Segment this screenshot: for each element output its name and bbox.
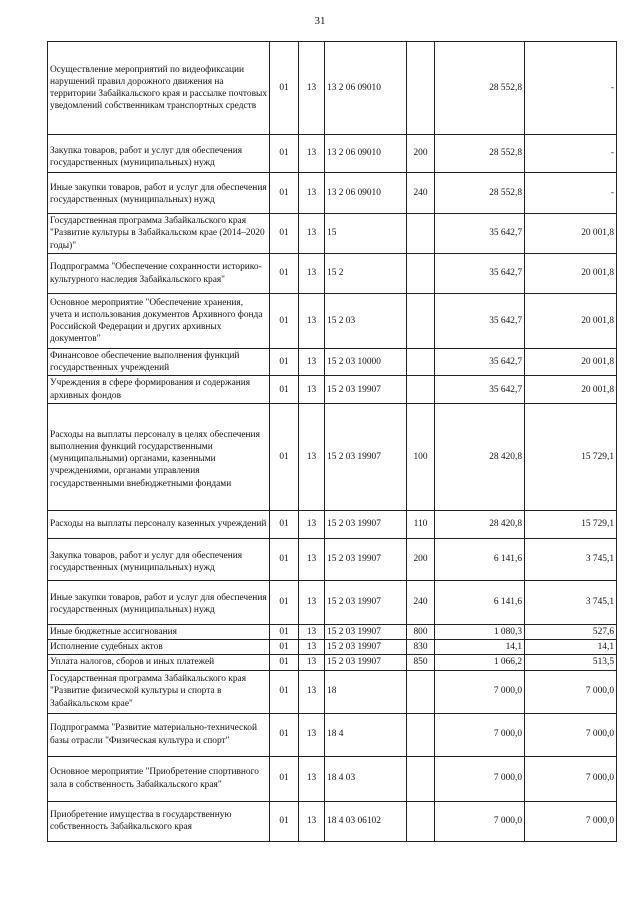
row-target-article: 15 2 03 19907 bbox=[325, 640, 407, 655]
row-sum-plan: 35 642,7 bbox=[435, 349, 525, 376]
table-row bbox=[48, 713, 617, 756]
row-expense-type bbox=[407, 214, 435, 254]
row-expense-type: 200 bbox=[407, 538, 435, 580]
row-section: 13 bbox=[299, 624, 325, 639]
page-number: 31 bbox=[314, 15, 326, 27]
row-sum-plan: 28 552,8 bbox=[435, 42, 525, 135]
row-sum-executed: 527,6 bbox=[525, 624, 617, 639]
row-name: Закупка товаров, работ и услуг для обеспечения государственных (муниципальных) нужд bbox=[48, 135, 270, 173]
row-gr: 01 bbox=[270, 135, 299, 173]
table-row bbox=[48, 214, 617, 254]
row-sum-plan: 28 420,8 bbox=[435, 510, 525, 538]
row-name: Подпрограмма "Развитие материально-технической базы отрасли "Физическая культура и спорт" bbox=[48, 713, 270, 756]
table-row bbox=[48, 254, 617, 294]
table-row bbox=[48, 349, 617, 376]
row-sum-plan: 28 552,8 bbox=[435, 135, 525, 173]
row-sum-plan: 35 642,7 bbox=[435, 294, 525, 349]
table-row bbox=[48, 173, 617, 214]
table-row bbox=[48, 640, 617, 655]
row-name: Расходы на выплаты персоналу в целях обеспечения выполнения функций государственными (муниципальными) органами, казенными учреждениями, органами управления государственными внебюджетными фондами bbox=[48, 403, 270, 510]
table-row bbox=[48, 670, 617, 713]
table-row bbox=[48, 294, 617, 349]
table-row bbox=[48, 538, 617, 580]
row-section: 13 bbox=[299, 173, 325, 214]
row-gr: 01 bbox=[270, 655, 299, 670]
table-row bbox=[48, 42, 617, 135]
row-target-article: 15 bbox=[325, 214, 407, 254]
row-target-article: 18 bbox=[325, 670, 407, 713]
row-name: Расходы на выплаты персоналу казенных учреждений bbox=[48, 510, 270, 538]
row-section: 13 bbox=[299, 670, 325, 713]
row-expense-type bbox=[407, 349, 435, 376]
table-row bbox=[48, 756, 617, 801]
row-target-article: 15 2 03 19907 bbox=[325, 580, 407, 624]
row-gr: 01 bbox=[270, 510, 299, 538]
row-sum-executed: 20 001,8 bbox=[525, 349, 617, 376]
row-sum-plan: 7 000,0 bbox=[435, 713, 525, 756]
row-name: Государственная программа Забайкальского края "Развитие культуры в Забайкальском крае (2014–2020 годы)" bbox=[48, 214, 270, 254]
row-sum-executed: 15 729,1 bbox=[525, 403, 617, 510]
row-section: 13 bbox=[299, 214, 325, 254]
row-sum-plan: 35 642,7 bbox=[435, 214, 525, 254]
row-gr: 01 bbox=[270, 349, 299, 376]
row-expense-type bbox=[407, 294, 435, 349]
table-row bbox=[48, 403, 617, 510]
row-target-article: 15 2 03 19907 bbox=[325, 403, 407, 510]
table-row bbox=[48, 135, 617, 173]
row-section: 13 bbox=[299, 538, 325, 580]
row-name: Основное мероприятие "Приобретение спортивного зала в собственность Забайкальского края" bbox=[48, 756, 270, 801]
row-expense-type bbox=[407, 376, 435, 403]
row-gr: 01 bbox=[270, 756, 299, 801]
row-section: 13 bbox=[299, 713, 325, 756]
row-target-article: 18 4 bbox=[325, 713, 407, 756]
row-name: Государственная программа Забайкальского края "Развитие физической культуры и спорта в Забайкальском крае" bbox=[48, 670, 270, 713]
row-section: 13 bbox=[299, 640, 325, 655]
row-sum-executed: - bbox=[525, 42, 617, 135]
row-gr: 01 bbox=[270, 801, 299, 841]
row-sum-plan: 28 420,8 bbox=[435, 403, 525, 510]
row-gr: 01 bbox=[270, 624, 299, 639]
row-target-article: 13 2 06 09010 bbox=[325, 173, 407, 214]
row-gr: 01 bbox=[270, 214, 299, 254]
row-section: 13 bbox=[299, 135, 325, 173]
row-expense-type: 240 bbox=[407, 580, 435, 624]
row-gr: 01 bbox=[270, 173, 299, 214]
row-name: Исполнение судебных актов bbox=[48, 640, 270, 655]
table-row bbox=[48, 580, 617, 624]
row-gr: 01 bbox=[270, 670, 299, 713]
row-expense-type bbox=[407, 254, 435, 294]
row-expense-type bbox=[407, 756, 435, 801]
row-name: Учреждения в сфере формирования и содержания архивных фондов bbox=[48, 376, 270, 403]
row-sum-executed: 513,5 bbox=[525, 655, 617, 670]
row-gr: 01 bbox=[270, 538, 299, 580]
row-target-article: 15 2 03 19907 bbox=[325, 624, 407, 639]
row-sum-executed: - bbox=[525, 173, 617, 214]
row-expense-type: 110 bbox=[407, 510, 435, 538]
row-target-article: 15 2 03 10000 bbox=[325, 349, 407, 376]
row-sum-plan: 28 552,8 bbox=[435, 173, 525, 214]
row-section: 13 bbox=[299, 294, 325, 349]
row-target-article: 15 2 03 19907 bbox=[325, 655, 407, 670]
row-gr: 01 bbox=[270, 403, 299, 510]
budget-table bbox=[47, 41, 617, 842]
row-gr: 01 bbox=[270, 42, 299, 135]
table-row bbox=[48, 655, 617, 670]
row-expense-type bbox=[407, 713, 435, 756]
table-row bbox=[48, 801, 617, 841]
row-name: Финансовое обеспечение выполнения функций государственных учреждений bbox=[48, 349, 270, 376]
row-section: 13 bbox=[299, 42, 325, 135]
row-expense-type: 850 bbox=[407, 655, 435, 670]
row-name: Осуществление мероприятий по видеофиксации нарушений правил дорожного движения на территории Забайкальского края и рассылке почтовых уведомлений собственникам транспортных средств bbox=[48, 42, 270, 135]
table-row bbox=[48, 624, 617, 639]
row-section: 13 bbox=[299, 254, 325, 294]
row-name: Подпрограмма "Обеспечение сохранности историко-культурного наследия Забайкальского края" bbox=[48, 254, 270, 294]
row-sum-executed: 7 000,0 bbox=[525, 670, 617, 713]
row-sum-plan: 7 000,0 bbox=[435, 756, 525, 801]
row-section: 13 bbox=[299, 756, 325, 801]
row-section: 13 bbox=[299, 403, 325, 510]
row-name: Иные закупки товаров, работ и услуг для обеспечения государственных (муниципальных) нужд bbox=[48, 173, 270, 214]
row-section: 13 bbox=[299, 376, 325, 403]
row-target-article: 15 2 03 19907 bbox=[325, 510, 407, 538]
row-name: Основное мероприятие "Обеспечение хранения, учета и использования документов Архивного фонда Российской Федерации и других архивных документов" bbox=[48, 294, 270, 349]
row-expense-type: 200 bbox=[407, 135, 435, 173]
row-sum-executed: 7 000,0 bbox=[525, 713, 617, 756]
row-sum-executed: 15 729,1 bbox=[525, 510, 617, 538]
row-expense-type: 830 bbox=[407, 640, 435, 655]
row-sum-plan: 35 642,7 bbox=[435, 376, 525, 403]
row-target-article: 13 2 06 09010 bbox=[325, 135, 407, 173]
row-sum-executed: 20 001,8 bbox=[525, 214, 617, 254]
row-expense-type: 100 bbox=[407, 403, 435, 510]
row-name: Иные бюджетные ассигнования bbox=[48, 624, 270, 639]
row-name: Приобретение имущества в государственную собственность Забайкальского края bbox=[48, 801, 270, 841]
row-target-article: 18 4 03 bbox=[325, 756, 407, 801]
row-sum-plan: 14,1 bbox=[435, 640, 525, 655]
row-section: 13 bbox=[299, 510, 325, 538]
table-body bbox=[48, 42, 617, 842]
row-sum-executed: 3 745,1 bbox=[525, 580, 617, 624]
row-sum-plan: 6 141,6 bbox=[435, 580, 525, 624]
row-sum-plan: 7 000,0 bbox=[435, 801, 525, 841]
row-name: Закупка товаров, работ и услуг для обеспечения государственных (муниципальных) нужд bbox=[48, 538, 270, 580]
row-expense-type: 240 bbox=[407, 173, 435, 214]
row-sum-executed: 14,1 bbox=[525, 640, 617, 655]
row-expense-type bbox=[407, 42, 435, 135]
row-gr: 01 bbox=[270, 294, 299, 349]
row-target-article: 15 2 03 bbox=[325, 294, 407, 349]
row-gr: 01 bbox=[270, 376, 299, 403]
row-target-article: 15 2 03 19907 bbox=[325, 376, 407, 403]
row-gr: 01 bbox=[270, 640, 299, 655]
row-name: Уплата налогов, сборов и иных платежей bbox=[48, 655, 270, 670]
row-gr: 01 bbox=[270, 580, 299, 624]
row-name: Иные закупки товаров, работ и услуг для обеспечения государственных (муниципальных) нужд bbox=[48, 580, 270, 624]
row-section: 13 bbox=[299, 580, 325, 624]
row-sum-plan: 1 066,2 bbox=[435, 655, 525, 670]
row-sum-executed: 20 001,8 bbox=[525, 294, 617, 349]
row-gr: 01 bbox=[270, 713, 299, 756]
row-sum-plan: 1 080,3 bbox=[435, 624, 525, 639]
row-sum-executed: 20 001,8 bbox=[525, 376, 617, 403]
row-section: 13 bbox=[299, 349, 325, 376]
row-sum-executed: 7 000,0 bbox=[525, 801, 617, 841]
row-gr: 01 bbox=[270, 254, 299, 294]
row-sum-plan: 7 000,0 bbox=[435, 670, 525, 713]
row-sum-plan: 35 642,7 bbox=[435, 254, 525, 294]
row-target-article: 18 4 03 06102 bbox=[325, 801, 407, 841]
row-expense-type bbox=[407, 801, 435, 841]
row-target-article: 15 2 03 19907 bbox=[325, 538, 407, 580]
row-expense-type: 800 bbox=[407, 624, 435, 639]
row-target-article: 13 2 06 09010 bbox=[325, 42, 407, 135]
row-sum-plan: 6 141,6 bbox=[435, 538, 525, 580]
row-section: 13 bbox=[299, 655, 325, 670]
row-sum-executed: - bbox=[525, 135, 617, 173]
row-target-article: 15 2 bbox=[325, 254, 407, 294]
table-row bbox=[48, 510, 617, 538]
row-sum-executed: 7 000,0 bbox=[525, 756, 617, 801]
row-expense-type bbox=[407, 670, 435, 713]
row-sum-executed: 20 001,8 bbox=[525, 254, 617, 294]
row-section: 13 bbox=[299, 801, 325, 841]
table-row bbox=[48, 376, 617, 403]
row-sum-executed: 3 745,1 bbox=[525, 538, 617, 580]
